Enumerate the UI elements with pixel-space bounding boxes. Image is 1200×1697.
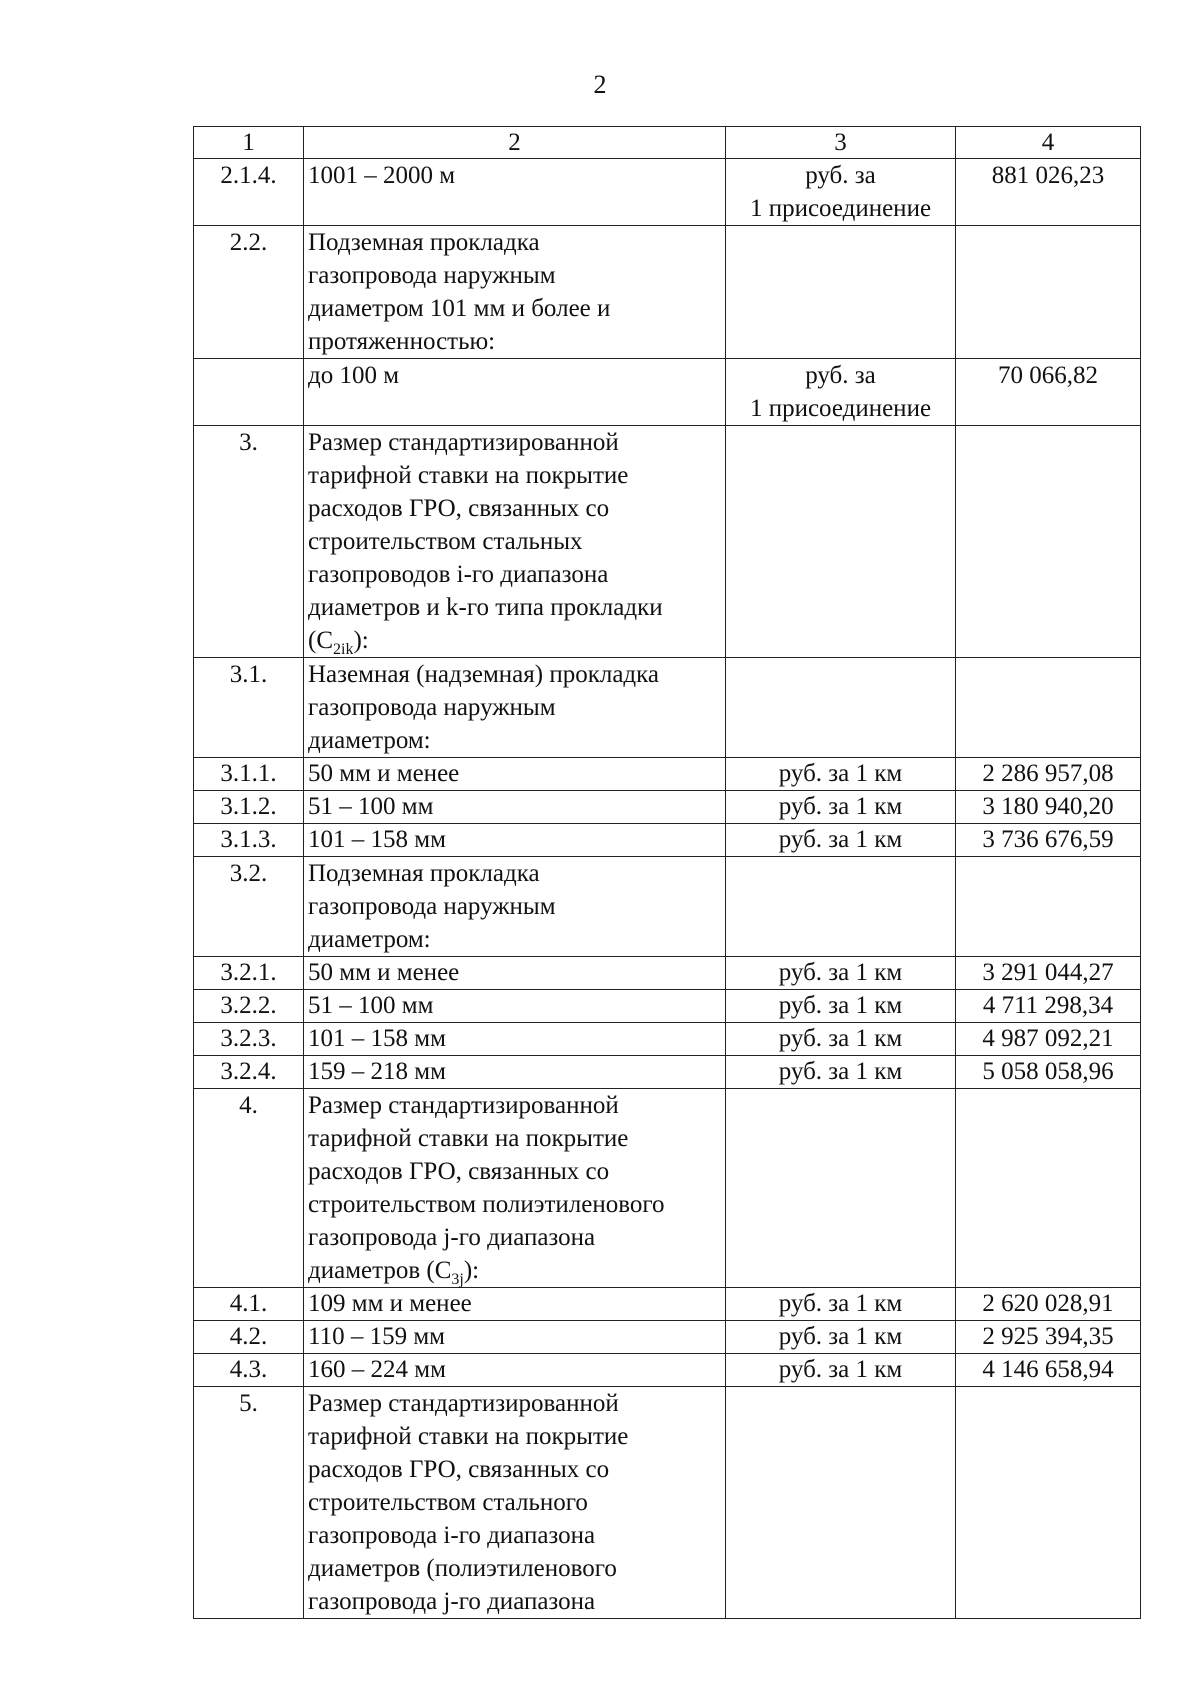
row-value (956, 658, 1141, 758)
header-col-1: 1 (194, 127, 304, 159)
row-unit: руб. за 1 км (726, 1056, 956, 1089)
table-row (194, 824, 1141, 857)
row-number: 4.2. (194, 1321, 304, 1354)
row-description: 50 мм и менее (304, 957, 726, 990)
header-col-2: 2 (304, 127, 726, 159)
row-description: Размер стандартизированной тарифной ставки на покрытие расходов ГРО, связанных со строительством стальных газопроводов i-го диапазона диаметров и k-го типа прокладки $(C_{2ik})$: (304, 426, 726, 658)
row-number: 3.2.3. (194, 1023, 304, 1056)
row-number: 2.1.4. (194, 159, 304, 226)
header-col-4: 4 (956, 127, 1141, 159)
table-header-row (194, 127, 1141, 159)
tariff-table (193, 126, 1141, 1619)
row-unit: руб. за 1 км (726, 1354, 956, 1387)
page-number: 2 (593, 70, 607, 99)
row-value: 70 066,82 (956, 359, 1141, 426)
row-value: 2 620 028,91 (956, 1288, 1141, 1321)
table-row (194, 226, 1141, 359)
row-unit (726, 658, 956, 758)
table-row (194, 159, 1141, 226)
table-row (194, 1354, 1141, 1387)
row-unit (726, 226, 956, 359)
row-number: 3.1. (194, 658, 304, 758)
row-value: 3 180 940,20 (956, 791, 1141, 824)
row-number: 3. (194, 426, 304, 658)
table-row (194, 791, 1141, 824)
row-number: 4.3. (194, 1354, 304, 1387)
row-value (956, 1089, 1141, 1288)
row-value (956, 857, 1141, 957)
row-unit (726, 1089, 956, 1288)
table-row (194, 1056, 1141, 1089)
row-unit: руб. за 1 км (726, 990, 956, 1023)
row-unit: руб. за 1 км (726, 957, 956, 990)
row-description: до 100 м (304, 359, 726, 426)
row-value: 4 711 298,34 (956, 990, 1141, 1023)
row-number: 3.2.1. (194, 957, 304, 990)
table-row (194, 426, 1141, 658)
row-description: 110 – 159 мм (304, 1321, 726, 1354)
row-unit (726, 857, 956, 957)
row-number: 4. (194, 1089, 304, 1288)
row-value: 5 058 058,96 (956, 1056, 1141, 1089)
row-unit: руб. за 1 км (726, 758, 956, 791)
table-row (194, 1288, 1141, 1321)
row-description: 1001 – 2000 м (304, 159, 726, 226)
row-value: 4 146 658,94 (956, 1354, 1141, 1387)
row-description: 51 – 100 мм (304, 990, 726, 1023)
row-unit: руб. за 1 км (726, 824, 956, 857)
table-row (194, 359, 1141, 426)
row-description: Наземная (надземная) прокладка газопровода наружным диаметром: (304, 658, 726, 758)
row-description: 159 – 218 мм (304, 1056, 726, 1089)
row-description: 50 мм и менее (304, 758, 726, 791)
row-number (194, 359, 304, 426)
table-row (194, 658, 1141, 758)
row-value: 3 291 044,27 (956, 957, 1141, 990)
row-description: Подземная прокладка газопровода наружным диаметром: (304, 857, 726, 957)
row-unit (726, 426, 956, 658)
row-description: Размер стандартизированной тарифной ставки на покрытие расходов ГРО, связанных со строительством полиэтиленового газопровода j-го диапазона диаметров $(C_{3j})$: (304, 1089, 726, 1288)
row-number: 3.1.2. (194, 791, 304, 824)
row-value (956, 1387, 1141, 1619)
row-number: 3.2. (194, 857, 304, 957)
row-value (956, 226, 1141, 359)
table-row (194, 758, 1141, 791)
row-value (956, 426, 1141, 658)
row-value: 881 026,23 (956, 159, 1141, 226)
row-unit: руб. за 1 присоединение (726, 359, 956, 426)
row-unit: руб. за 1 км (726, 791, 956, 824)
row-value: 2 925 394,35 (956, 1321, 1141, 1354)
row-unit: руб. за 1 км (726, 1321, 956, 1354)
row-description: 101 – 158 мм (304, 1023, 726, 1056)
table-row (194, 957, 1141, 990)
table-row (194, 857, 1141, 957)
row-number: 2.2. (194, 226, 304, 359)
table-row (194, 1023, 1141, 1056)
row-description: 160 – 224 мм (304, 1354, 726, 1387)
row-description: 101 – 158 мм (304, 824, 726, 857)
row-description: 51 – 100 мм (304, 791, 726, 824)
row-value: 4 987 092,21 (956, 1023, 1141, 1056)
row-description: Подземная прокладка газопровода наружным диаметром 101 мм и более и протяженностью: (304, 226, 726, 359)
row-description: 109 мм и менее (304, 1288, 726, 1321)
row-unit: руб. за 1 км (726, 1288, 956, 1321)
table-row (194, 1089, 1141, 1288)
row-value: 2 286 957,08 (956, 758, 1141, 791)
row-number: 5. (194, 1387, 304, 1619)
row-number: 3.2.4. (194, 1056, 304, 1089)
row-unit: руб. за 1 км (726, 1023, 956, 1056)
row-number: 4.1. (194, 1288, 304, 1321)
table-row (194, 990, 1141, 1023)
table-row (194, 1387, 1141, 1619)
table-row (194, 1321, 1141, 1354)
row-number: 3.1.3. (194, 824, 304, 857)
row-number: 3.1.1. (194, 758, 304, 791)
header-col-3: 3 (726, 127, 956, 159)
row-value: 3 736 676,59 (956, 824, 1141, 857)
row-number: 3.2.2. (194, 990, 304, 1023)
row-unit: руб. за 1 присоединение (726, 159, 956, 226)
row-unit (726, 1387, 956, 1619)
row-description: Размер стандартизированной тарифной ставки на покрытие расходов ГРО, связанных со строительством стального газопровода i-го диапазона диаметров (полиэтиленового газопровода j-го диапазона (304, 1387, 726, 1619)
